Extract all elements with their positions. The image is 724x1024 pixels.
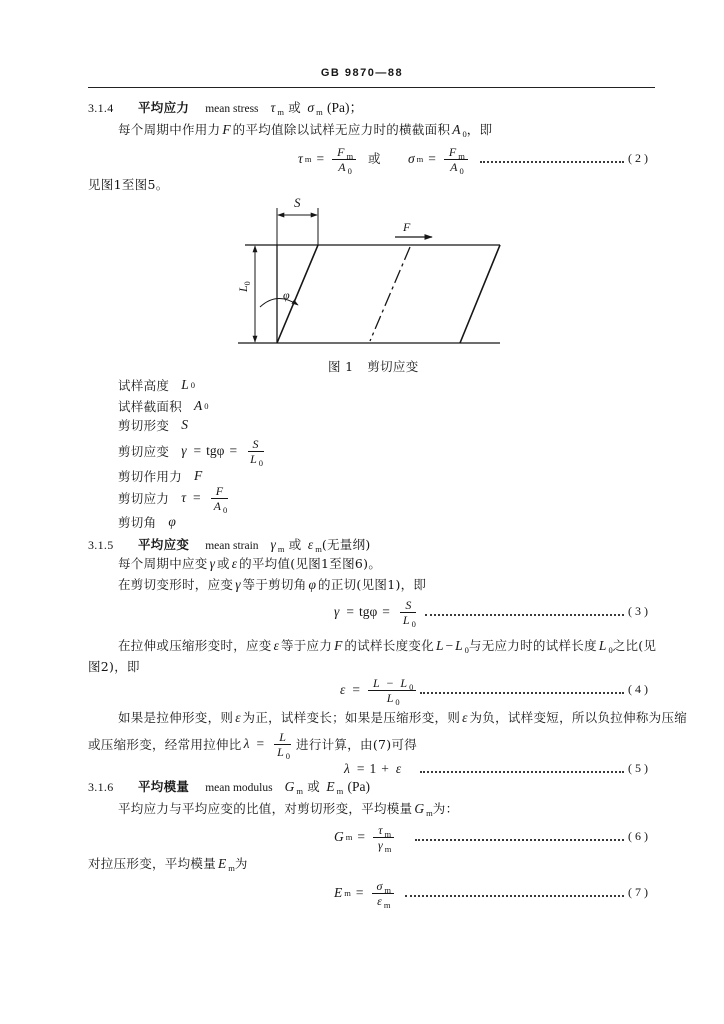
text-fragment: ，即 <box>466 122 493 137</box>
paragraph-continuation: 图2)，即 <box>88 659 140 674</box>
legend-label: 剪切应变 <box>118 444 170 459</box>
header-rule <box>88 87 655 88</box>
symbol-length: L <box>400 675 408 690</box>
fraction <box>272 729 293 761</box>
symbol-gamma: γ <box>378 837 383 852</box>
text-fragment: 每个周期中应变 <box>118 556 208 571</box>
legend-label: 试样高度 <box>118 378 170 393</box>
symbol-sigma: σ <box>307 100 315 115</box>
dot-leader <box>420 771 624 773</box>
subscript: m <box>336 786 344 796</box>
fraction-denominator <box>445 159 467 176</box>
legend-shear-deformation <box>118 411 190 439</box>
symbol-elastic-modulus: E <box>334 885 343 900</box>
symbol-length: L <box>386 690 394 705</box>
fraction-numerator <box>211 485 228 499</box>
symbol-area: A <box>213 498 222 513</box>
clause-number: 3.1.5 <box>88 538 114 552</box>
symbol-epsilon: ε <box>462 710 468 725</box>
symbol-length: L <box>455 638 463 653</box>
symbol-epsilon: ε <box>231 556 238 571</box>
legend-label: 剪切作用力 <box>118 469 183 484</box>
fraction-denominator <box>382 690 403 707</box>
symbol-area: A <box>194 398 203 413</box>
symbol-force: F <box>194 468 203 483</box>
fraction-numerator <box>274 731 291 745</box>
figure-title: 剪切应变 <box>367 359 419 374</box>
tangent-expression: tgφ <box>358 604 378 619</box>
text-fragment: 为正，试样变长；如果是压缩形变，则 <box>242 710 461 725</box>
equals-sign: = <box>355 885 364 900</box>
subscript: m <box>277 544 285 554</box>
symbol-epsilon: ε <box>273 638 279 653</box>
subscript: m <box>384 828 392 839</box>
equals-sign: = <box>352 682 360 697</box>
subscript: 0 <box>258 457 264 468</box>
symbol-epsilon: ε <box>235 710 241 725</box>
equation-6: G m = $\frac{\tau _m}{\gamma _m}$ <box>332 823 397 851</box>
fraction-numerator <box>368 677 416 691</box>
text-fragment: 与无应力时的试样长度 <box>468 638 597 653</box>
subscript: 0 <box>459 165 464 176</box>
equals-sign: = <box>382 604 390 619</box>
equals-sign: = <box>357 829 365 844</box>
text-fragment: 平均应力与平均应变的比值，对剪切形变，平均模量 <box>118 801 413 816</box>
symbol-tau: τ <box>298 151 303 166</box>
fraction-denominator <box>398 612 419 629</box>
clause-english-term: mean modulus <box>205 782 273 794</box>
legend-label: 剪切形变 <box>118 418 170 433</box>
number-one: 1 <box>369 761 377 776</box>
text-fragment: 的平均值(见图1至图6)。 <box>239 556 382 571</box>
subscript: m <box>383 899 391 910</box>
symbol-length: L <box>598 638 607 653</box>
text-fragment: 的试样长度变化 <box>344 638 434 653</box>
clause-3-1-4-heading <box>88 100 363 117</box>
figure-number: 图 1 <box>328 359 354 374</box>
equation-7: E m = $\frac{\sigma _m}{\varepsilon _m}$ <box>332 879 397 907</box>
subscript: 0 <box>411 618 416 629</box>
equals-sign: = <box>193 490 201 505</box>
height-label <box>236 281 252 293</box>
legend-shear-strain <box>118 436 269 468</box>
clause-3-1-6-heading <box>88 779 370 796</box>
fraction-numerator <box>373 824 394 838</box>
equals-sign: = <box>193 443 202 458</box>
subscript: 0 <box>395 696 400 707</box>
force-label: F <box>403 220 411 234</box>
tension-strain-paragraph <box>118 638 656 654</box>
clause-3-1-6-definition <box>118 801 458 817</box>
symbol-elastic-modulus: E <box>326 779 335 794</box>
unit: (无量纲) <box>321 537 371 552</box>
clause-title: 平均应力 <box>138 100 190 115</box>
text-fragment: 为： <box>432 801 459 816</box>
subscript: 0 <box>462 129 467 139</box>
symbol-area: A <box>338 159 346 174</box>
symbol-length: L <box>436 638 444 653</box>
clause-number: 3.1.6 <box>88 780 114 794</box>
or-word: 或 <box>288 537 302 552</box>
equation-4 <box>338 675 419 707</box>
equals-sign: = <box>256 736 265 751</box>
subscript: 0 <box>223 504 228 515</box>
equation-number: ( 5 ) <box>628 761 648 775</box>
symbol-tau: τ <box>378 822 383 837</box>
clause-number: 3.1.4 <box>88 101 114 115</box>
symbol-elastic-modulus: E <box>218 856 227 871</box>
equals-sign: = <box>229 443 238 458</box>
subscript: m <box>277 107 285 117</box>
text-fragment: 或压缩形变，经常用拉伸比 <box>88 737 242 752</box>
subscript: m <box>315 544 322 554</box>
center-line <box>370 247 410 341</box>
symbol-tau: τ <box>270 100 276 115</box>
symbol-force: F <box>448 144 457 159</box>
legend-shear-angle <box>118 508 178 536</box>
or-word: 或 <box>307 779 321 794</box>
sheared-right-edge <box>460 245 500 343</box>
equals-sign: = <box>428 151 436 166</box>
dot-leader <box>405 895 624 897</box>
shear-strain-figure <box>220 195 520 350</box>
text-fragment: 每个周期中作用力 <box>118 122 221 137</box>
symbol-epsilon: ε <box>340 682 346 697</box>
symbol-sigma: σ <box>408 151 415 166</box>
subscript: 0 <box>347 165 352 176</box>
symbol-displacement: S <box>252 436 259 451</box>
text-fragment: 在剪切变形时，应变 <box>118 577 234 592</box>
equals-sign: = <box>346 604 354 619</box>
subscript: 0 <box>409 681 414 692</box>
fraction-denominator <box>245 451 266 468</box>
fraction <box>245 436 266 468</box>
text-fragment: 为负，试样变短，所以负拉伸称为压缩 <box>469 710 688 725</box>
dot-leader <box>415 839 624 841</box>
sign-convention-paragraph <box>118 710 687 726</box>
fraction-numerator <box>444 146 468 160</box>
subscript: m <box>384 884 392 895</box>
subscript: m <box>346 150 354 161</box>
standard-code-header: GB 9870—88 <box>320 67 404 79</box>
symbol-length: L <box>250 451 257 466</box>
equation-2-tau: τ m = $\frac{F _m}{A _0}$ <box>296 145 359 173</box>
height-symbol: L <box>236 285 250 292</box>
clause-title: 平均模量 <box>138 779 190 794</box>
figure-reference: 见图1至图5。 <box>88 177 169 192</box>
legend-label: 试样截面积 <box>118 399 183 414</box>
fraction-denominator <box>272 744 293 761</box>
equals-sign: = <box>316 151 325 166</box>
subscript: m <box>228 863 235 873</box>
fraction <box>373 822 394 854</box>
symbol-displacement: S <box>181 417 188 432</box>
text-fragment: 为 <box>234 856 248 871</box>
subscript: 0 <box>608 645 613 655</box>
subscript: m <box>458 150 465 161</box>
symbol-length: L <box>372 675 380 690</box>
or-word: 或 <box>288 100 302 115</box>
symbol-gamma: γ <box>334 604 340 619</box>
minus-sign: − <box>445 638 454 653</box>
symbol-area: A <box>450 159 458 174</box>
text-fragment: 如果是拉伸形变，则 <box>118 710 234 725</box>
equation-number: ( 3 ) <box>628 604 648 618</box>
text-fragment: 等于应力 <box>280 638 333 653</box>
tangent-expression: tgφ <box>206 443 225 458</box>
clause-english-term: mean stress <box>205 103 259 115</box>
symbol-force: F <box>334 638 343 653</box>
subscript: 0 <box>285 750 291 761</box>
dot-leader <box>480 161 624 163</box>
text-fragment: 进行计算，由(7)可得 <box>296 737 418 752</box>
shear-angle-label: φ <box>283 288 290 302</box>
symbol-lambda: λ <box>344 761 350 776</box>
symbol-epsilon: ε <box>307 537 314 552</box>
clause-english-term: mean strain <box>205 540 259 552</box>
symbol-shear-modulus: G <box>284 779 295 794</box>
subscript: m <box>296 786 303 796</box>
subscript: 0 <box>243 281 252 286</box>
dot-leader <box>425 614 624 616</box>
symbol-lambda: λ <box>243 736 250 751</box>
symbol-force: F <box>337 144 345 159</box>
fraction-numerator <box>400 599 416 613</box>
legend-label: 剪切应力 <box>118 491 170 506</box>
symbol-length: L <box>181 377 189 392</box>
displacement-label: S <box>294 195 301 210</box>
stretch-ratio-line <box>88 729 418 761</box>
symbol-length: L <box>277 744 284 759</box>
symbol-epsilon: ε <box>395 761 402 776</box>
symbol-tau: τ <box>181 490 187 505</box>
symbol-force: F <box>222 122 231 137</box>
symbol-gamma: γ <box>209 556 215 571</box>
symbol-gamma: γ <box>235 577 241 592</box>
legend-specimen-height: 试样高度 L 0 <box>118 377 195 393</box>
subscript: m <box>384 843 392 854</box>
fraction-numerator <box>248 438 264 452</box>
clause-3-1-4-definition <box>118 122 492 138</box>
symbol-force: F <box>215 483 224 498</box>
fraction-denominator <box>333 159 355 176</box>
subscript: m <box>426 808 433 818</box>
fraction <box>209 483 231 515</box>
fraction-numerator <box>332 146 356 160</box>
unit: (Pa) <box>347 779 371 794</box>
fraction-denominator <box>372 893 393 910</box>
text-fragment: 对拉压形变，平均模量 <box>88 856 217 871</box>
figure-caption <box>328 359 419 375</box>
legend-specimen-area: 试样截面积 A 0 <box>118 398 209 414</box>
fraction-denominator <box>373 837 394 854</box>
clause-title: 平均应变 <box>138 537 190 552</box>
tension-modulus-line <box>88 856 248 872</box>
plus-sign: + <box>381 761 389 776</box>
fraction-numerator <box>372 880 395 894</box>
symbol-phi: φ <box>168 514 176 529</box>
equals-sign: = <box>356 761 365 776</box>
fraction <box>332 144 356 176</box>
clause-3-1-5-heading <box>88 537 371 554</box>
fraction-denominator <box>209 498 231 515</box>
unit: (Pa)； <box>326 100 363 115</box>
subscript: 0 <box>464 645 469 655</box>
text-fragment: 的正切(见图1)，即 <box>318 577 427 592</box>
legend-label: 剪切角 <box>118 515 157 530</box>
or-word: 或 <box>368 151 381 166</box>
symbol-sigma: σ <box>376 878 383 893</box>
symbol-epsilon: ε <box>377 893 382 908</box>
symbol-phi: φ <box>308 577 317 592</box>
equation-2-sigma: σ m = $\frac{F _m}{A _0}$ <box>406 145 471 173</box>
symbol-length: L <box>279 729 286 744</box>
symbol-shear-modulus: G <box>334 829 344 844</box>
symbol-gamma: γ <box>270 537 276 552</box>
text-fragment: 等于剪切角 <box>242 577 307 592</box>
fraction <box>368 675 416 707</box>
clause-3-1-5-definition <box>118 556 381 572</box>
shear-strain-paragraph <box>118 577 426 593</box>
dot-leader <box>420 692 624 694</box>
fraction <box>398 597 419 629</box>
equation-number: ( 2 ) <box>628 151 648 165</box>
text-fragment: 的平均值除以试样无应力时的横截面积 <box>232 122 451 137</box>
fraction <box>444 144 468 176</box>
symbol-shear-modulus: G <box>414 801 425 816</box>
minus-sign: − <box>386 675 394 690</box>
equation-3 <box>332 597 422 629</box>
symbol-displacement: S <box>405 597 412 612</box>
equation-number: ( 6 ) <box>628 829 648 843</box>
equation-number: ( 7 ) <box>628 885 648 899</box>
text-fragment: 在拉伸或压缩形变时，应变 <box>118 638 272 653</box>
text-fragment: 之比(见 <box>612 638 657 653</box>
subscript: m <box>316 107 323 117</box>
equation-number: ( 4 ) <box>628 682 648 696</box>
fraction <box>372 878 395 910</box>
or-word: 或 <box>216 556 230 571</box>
symbol-area: A <box>452 122 461 137</box>
symbol-length: L <box>402 612 410 627</box>
symbol-gamma: γ <box>181 443 187 458</box>
